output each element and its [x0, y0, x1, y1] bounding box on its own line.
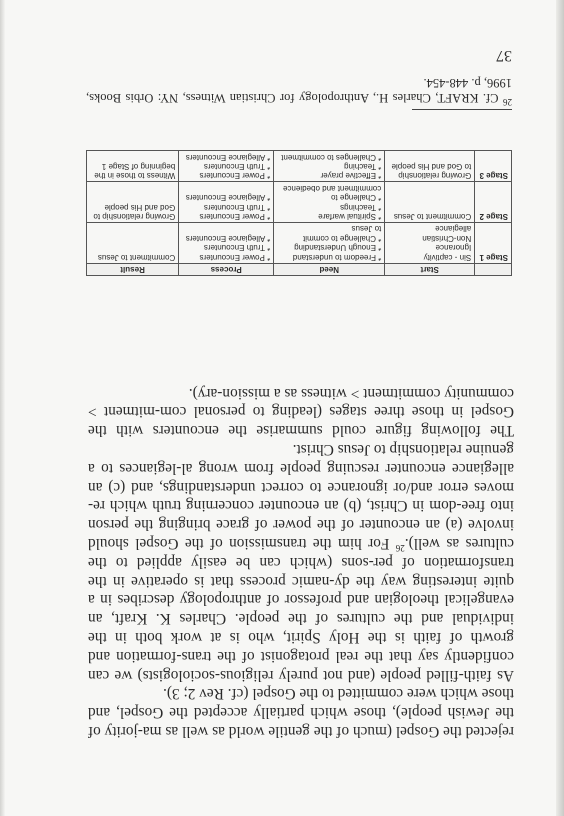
result-cell: Growing relationship to God and His people [87, 182, 179, 223]
footnote-text: Cf. KRAFT, Charles H., Anthropology for Christian Witness, NY: Orbis Books, 1996, p. 448-454. [86, 76, 512, 105]
stage-cell: Stage 1 [475, 222, 512, 263]
stage-cell: Stage 2 [475, 182, 512, 223]
body-text [88, 383, 514, 740]
table-header: Result [87, 263, 179, 275]
need-cell: * Freedom to understand * Enough Understanding * Challenge to commit to Jesus [274, 222, 385, 263]
table-header: Need [274, 263, 385, 275]
table-row [87, 151, 512, 182]
paragraph: The following figure could summarise the encounters with the Gospel in those three stages (leading to personal com-mitment > community commitment > witness as a mission-ary). [88, 384, 514, 440]
table-header: Start [385, 263, 475, 275]
start-cell: Commitment to Jesus [385, 182, 475, 223]
table-header [475, 263, 512, 275]
need-cell: * Spiritual warfare * Teachings * Challenge to commitment and obedience [274, 182, 385, 223]
page-number: 37 [496, 47, 512, 64]
footnote [86, 75, 512, 108]
footnote-reference: 26 [395, 543, 405, 554]
start-cell: Growing relationship to God and His people [385, 151, 475, 182]
footnote-divider [412, 109, 512, 110]
result-cell: Witness to those in the beginning of Stage 1 [87, 151, 179, 182]
table-header: Process [179, 263, 274, 275]
paragraph: As faith-filled people (and not purely religious-sociologists) we can confidently say that the real protagonist of the trans-formation and growth of faith is the Holy Spirit, who is at work both in the individual and the cultures of the people. Charles K. Kraft, an evangelical theologian and professor of anthropology describes in a quite interesting way the dy-namic process that is operative in the transformation of per-sons (which can be easily applied to the cultures as well).$^{26}$ For him the transmission of the Gospel should involve (a) an encounter of the power of grace bringing the person into free-dom in Christ, (b) an encounter concerning truth which re-moves error and/or ignorance to correct understandings, and (c) an allegiance encounter rescuing people from wrong al-legiances to a genuine relationship to Jesus Christ. [88, 441, 514, 684]
need-cell: * Effective prayer * Teaching * Challenges to commitment [274, 151, 385, 182]
stage-cell: Stage 3 [475, 151, 512, 182]
paragraph: rejected the Gospel (much of the gentile world as well as ma-jority of the Jewish people), those which partially accepted the Gospel, and those which were committed to the Gospel (cf. Rev 2; 3). [88, 685, 514, 740]
table-row [87, 182, 512, 223]
process-cell: * Power Encounters * Truth Encounters * Allegiance Encounters [179, 182, 274, 223]
table-row [87, 222, 512, 263]
process-cell: * Power Encounters * Truth Encounters * Allegiance Encounters [179, 151, 274, 182]
start-cell: Sin - captivity Ignorance Non-Christian allegiance [385, 222, 475, 263]
footnote-number: 26 [503, 97, 512, 108]
process-cell: * Power Encounters * Truth Encounters * Allegiance Encounters [179, 222, 274, 263]
table-header-row [87, 263, 512, 275]
result-cell: Commitment to Jesus [87, 222, 179, 263]
stages-table [86, 150, 512, 276]
